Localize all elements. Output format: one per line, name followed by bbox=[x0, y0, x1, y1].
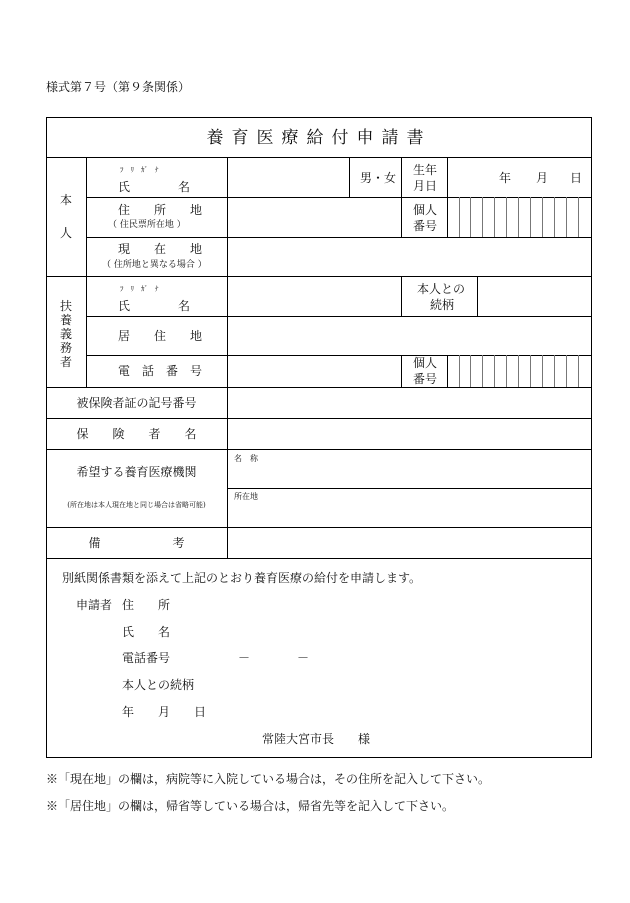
person-id-label-2: 番号 bbox=[413, 219, 438, 233]
applicant-relation-label: 本人との続柄 bbox=[122, 678, 195, 692]
person-id-label-1: 個人 bbox=[413, 203, 438, 217]
guardian-id-label-1: 個人 bbox=[413, 356, 438, 370]
form-title: 養育医療給付申請書 bbox=[206, 128, 432, 148]
addressee: 常陸大宮市長 様 bbox=[262, 732, 371, 746]
institution-name-label: 名 称 bbox=[234, 454, 258, 463]
insurance-number-label: 被保険者証の記号番号 bbox=[76, 396, 197, 410]
applicant-relation-field[interactable] bbox=[206, 673, 580, 695]
note-residence: ※「居住地」の欄は，帰省等している場合は，帰省先等を記入して下さい。 bbox=[46, 799, 455, 813]
guardian-label: 扶養義務者 bbox=[60, 299, 73, 369]
person-name-label: 氏 名 bbox=[118, 180, 191, 194]
current-location-field[interactable] bbox=[228, 238, 591, 276]
applicant-phone-label: 電話番号 bbox=[122, 651, 171, 665]
residence-label: 居 住 地 bbox=[118, 329, 203, 343]
applicant-label: 申請者 bbox=[76, 598, 113, 612]
phone-dash-1: － bbox=[238, 651, 251, 665]
applicant-name-field[interactable] bbox=[180, 620, 580, 642]
address-note: （ 住民票所在地 ） bbox=[108, 220, 186, 230]
insurer-field[interactable] bbox=[228, 419, 591, 449]
application-year-unit: 年 bbox=[122, 705, 135, 719]
applicant-address-label: 住 所 bbox=[122, 598, 171, 612]
guardian-name-label: 氏 名 bbox=[118, 299, 191, 313]
institution-note: (所在地は本人現在地と同じ場合は省略可能) bbox=[67, 501, 206, 509]
address-label: 住 所 地 bbox=[118, 203, 203, 217]
relation-label-2: 続柄 bbox=[430, 298, 455, 312]
institution-name-field[interactable] bbox=[228, 450, 591, 488]
applicant-address-field[interactable] bbox=[180, 593, 580, 615]
application-day-unit: 日 bbox=[194, 705, 207, 719]
birth-label-1: 生年 bbox=[413, 163, 438, 177]
applicant-name-label: 氏 名 bbox=[122, 625, 171, 639]
person-furigana-label: ﾌ ﾘ ｶﾞ ﾅ bbox=[120, 166, 159, 174]
person-label-1: 本 bbox=[60, 193, 73, 207]
person-id-number-field[interactable] bbox=[448, 198, 591, 237]
address-field[interactable] bbox=[228, 198, 401, 237]
birth-day-unit: 日 bbox=[570, 171, 583, 185]
guardian-id-label-2: 番号 bbox=[413, 372, 438, 386]
person-label-2: 人 bbox=[60, 226, 73, 240]
application-month-unit: 月 bbox=[158, 705, 171, 719]
institution-label: 希望する養育医療機関 bbox=[76, 465, 197, 479]
birth-year-unit: 年 bbox=[499, 171, 512, 185]
institution-location-label: 所在地 bbox=[234, 492, 258, 501]
guardian-id-number-field[interactable] bbox=[448, 356, 591, 387]
person-name-field[interactable] bbox=[228, 158, 349, 197]
relation-field[interactable] bbox=[478, 277, 591, 316]
current-location-note: （ 住所地と異なる場合 ） bbox=[102, 260, 207, 270]
note-current-location: ※「現在地」の欄は，病院等に入院している場合は，その住所を記入して下さい。 bbox=[46, 772, 491, 786]
birth-label-2: 月日 bbox=[413, 179, 438, 193]
phone-dash-2: － bbox=[297, 651, 310, 665]
applicant-phone-field[interactable] bbox=[180, 646, 580, 668]
residence-field[interactable] bbox=[228, 317, 591, 355]
insurance-number-field[interactable] bbox=[228, 388, 591, 418]
insurer-label: 保 険 者 名 bbox=[76, 427, 197, 441]
current-location-label: 現 在 地 bbox=[118, 242, 203, 256]
phone-label: 電 話 番 号 bbox=[118, 364, 203, 378]
birth-month-unit: 月 bbox=[536, 171, 549, 185]
guardian-furigana-label: ﾌ ﾘ ｶﾞ ﾅ bbox=[120, 285, 159, 293]
relation-label-1: 本人との bbox=[417, 282, 466, 296]
phone-field[interactable] bbox=[228, 356, 401, 387]
remarks-field[interactable] bbox=[228, 528, 591, 558]
form-number: 様式第７号（第９条関係） bbox=[46, 80, 191, 94]
remarks-label: 備 考 bbox=[88, 536, 185, 550]
declaration-statement: 別紙関係書類を添えて上記のとおり養育医療の給付を申請します。 bbox=[62, 571, 422, 585]
guardian-name-field[interactable] bbox=[228, 277, 401, 316]
institution-location-field[interactable] bbox=[228, 489, 591, 527]
sex-option[interactable]: 男・女 bbox=[360, 171, 397, 185]
